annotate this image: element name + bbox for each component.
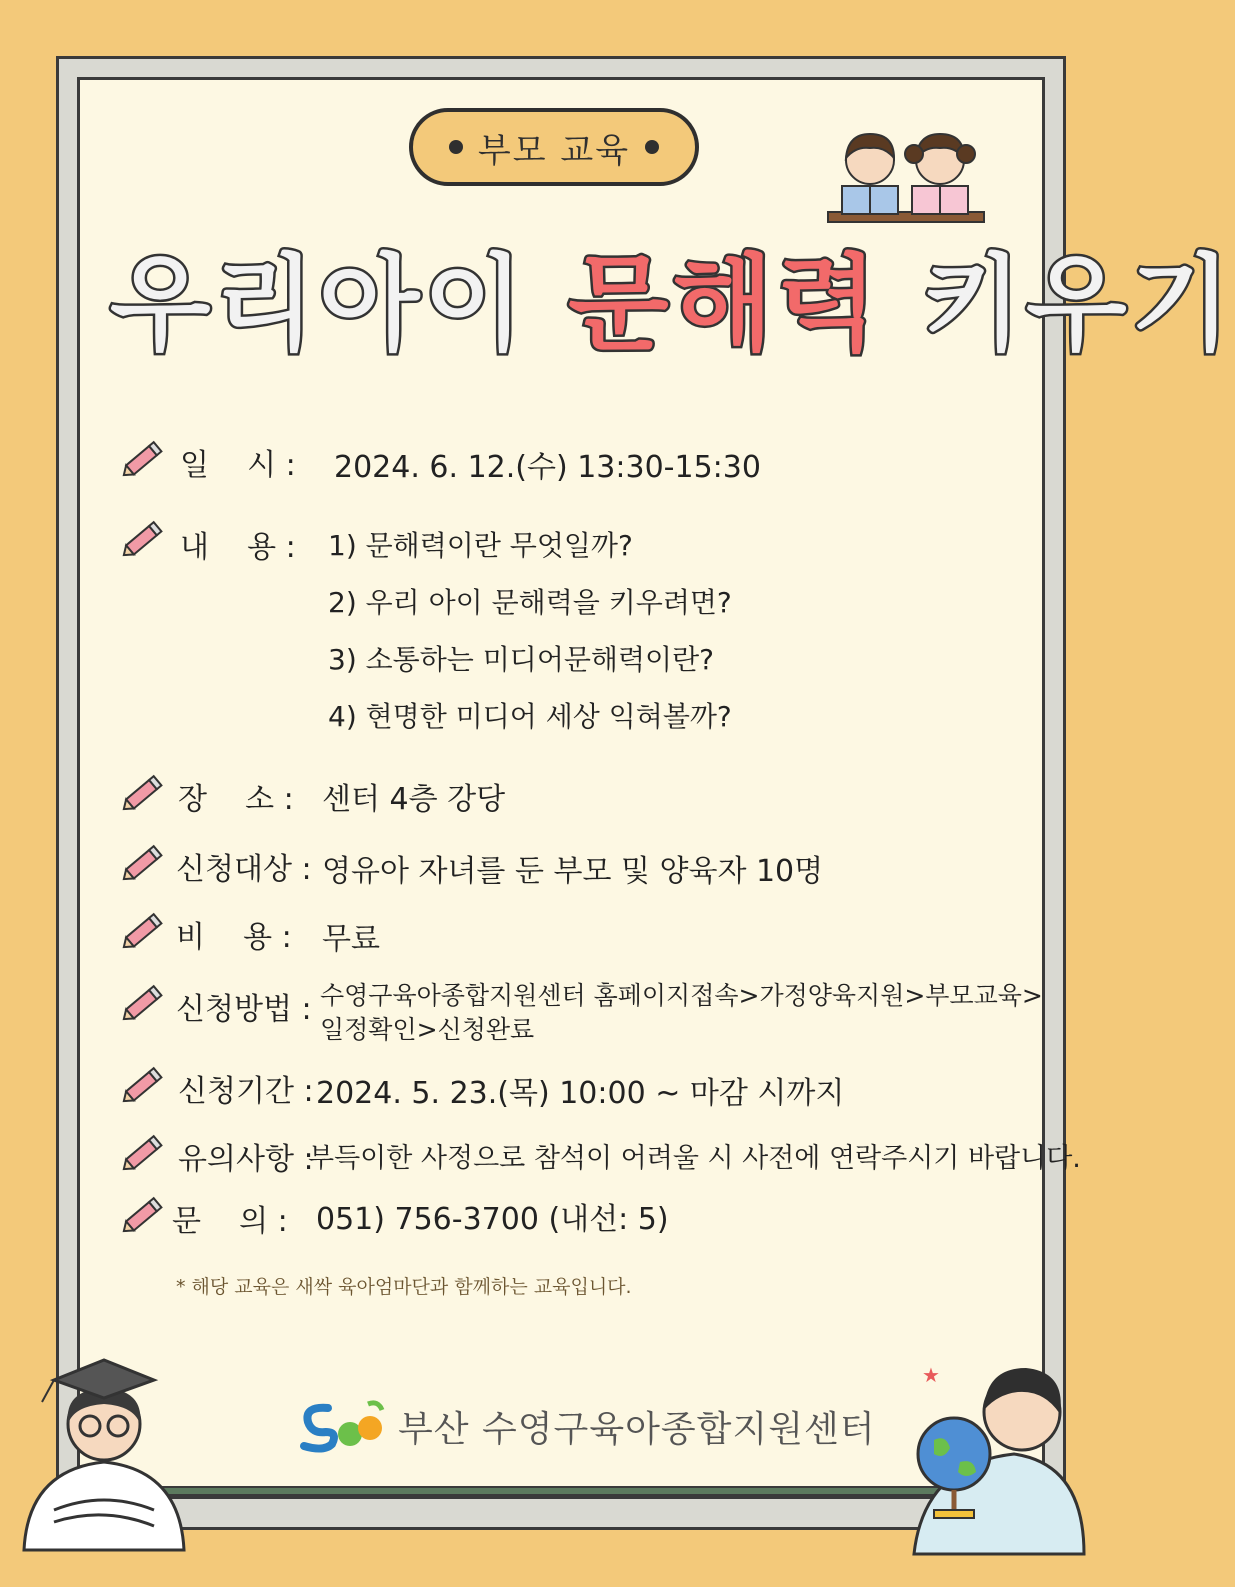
reading-children-illustration [828,128,988,228]
content-item-3: 3) 소통하는 미디어문해력이란? [328,643,714,676]
target-value: 영유아 자녀를 둔 부모 및 양육자 10명 [322,854,824,889]
title-part-1: 우리아이 [110,243,569,365]
content-label: 내 용 : [180,530,296,565]
contact-value: 051) 756-3700 (내선: 5) [316,1202,669,1237]
footnote: * 해당 교육은 새싹 육아엄마단과 함께하는 교육입니다. [176,1276,632,1298]
date-label: 일 시 : [180,448,296,483]
info-row-date [118,434,296,484]
place-value: 센터 4층 강당 [322,782,506,817]
contact-label: 문 의 : [172,1204,288,1239]
pill-dot-right [645,140,659,154]
method-label: 신청방법 : [176,992,312,1027]
content-item-1: 1) 문해력이란 무엇일까? [328,529,633,562]
pencil-icon [118,978,168,1028]
notice-label: 유의사항 : [178,1142,314,1177]
center-logo-text: 부산 수영구육아종합지원센터 [398,1408,876,1450]
pencil-icon [118,768,168,818]
graduate-illustration [14,1350,194,1550]
pencil-icon [118,434,168,484]
pencil-icon [118,1060,168,1110]
center-logo-mark [298,1398,388,1454]
pill-label: 부모 교육 [477,130,631,171]
place-label: 장 소 : [178,782,294,817]
category-pill [409,108,699,186]
info-row-target [118,838,312,888]
poster-title [110,220,1235,370]
pencil-icon [118,1190,168,1240]
method-line-2: 일정확인>신청완료 [320,1015,535,1044]
center-logo [298,1398,876,1454]
cost-label: 비 용 : [176,920,292,955]
notice-value: 부득이한 사정으로 참석이 어려울 시 사전에 연락주시기 바랍니다. [308,1143,1081,1174]
info-row-content [118,514,296,566]
method-line-1: 수영구육아종합지원센터 홈페이지접속>가정양육지원>부모교육> [320,981,1043,1010]
pencil-icon [118,838,168,888]
title-part-3: 키우기 [881,243,1235,365]
target-label: 신청대상 : [176,852,312,887]
info-row-notice [118,1128,314,1178]
cost-value: 무료 [322,922,380,957]
pill-dot-left [449,140,463,154]
period-value: 2024. 5. 23.(목) 10:00 ~ 마감 시까지 [316,1076,845,1111]
globe-boy-illustration [894,1354,1094,1554]
info-row-method [118,978,312,1028]
info-row-contact [118,1190,288,1240]
content-item-4: 4) 현명한 미디어 세상 익혀볼까? [328,700,732,733]
svg-text:★: ★ [922,1363,940,1387]
content-item-2: 2) 우리 아이 문해력을 키우려면? [328,586,732,619]
period-label: 신청기간 : [178,1074,314,1109]
info-row-cost [118,906,292,956]
info-row-place [118,768,294,818]
pencil-icon [118,1128,168,1178]
date-value: 2024. 6. 12.(수) 13:30-15:30 [334,450,761,485]
pencil-icon [118,514,168,564]
title-highlight: 문해력 [568,243,882,365]
info-row-period [118,1060,314,1110]
pencil-icon [118,906,168,956]
